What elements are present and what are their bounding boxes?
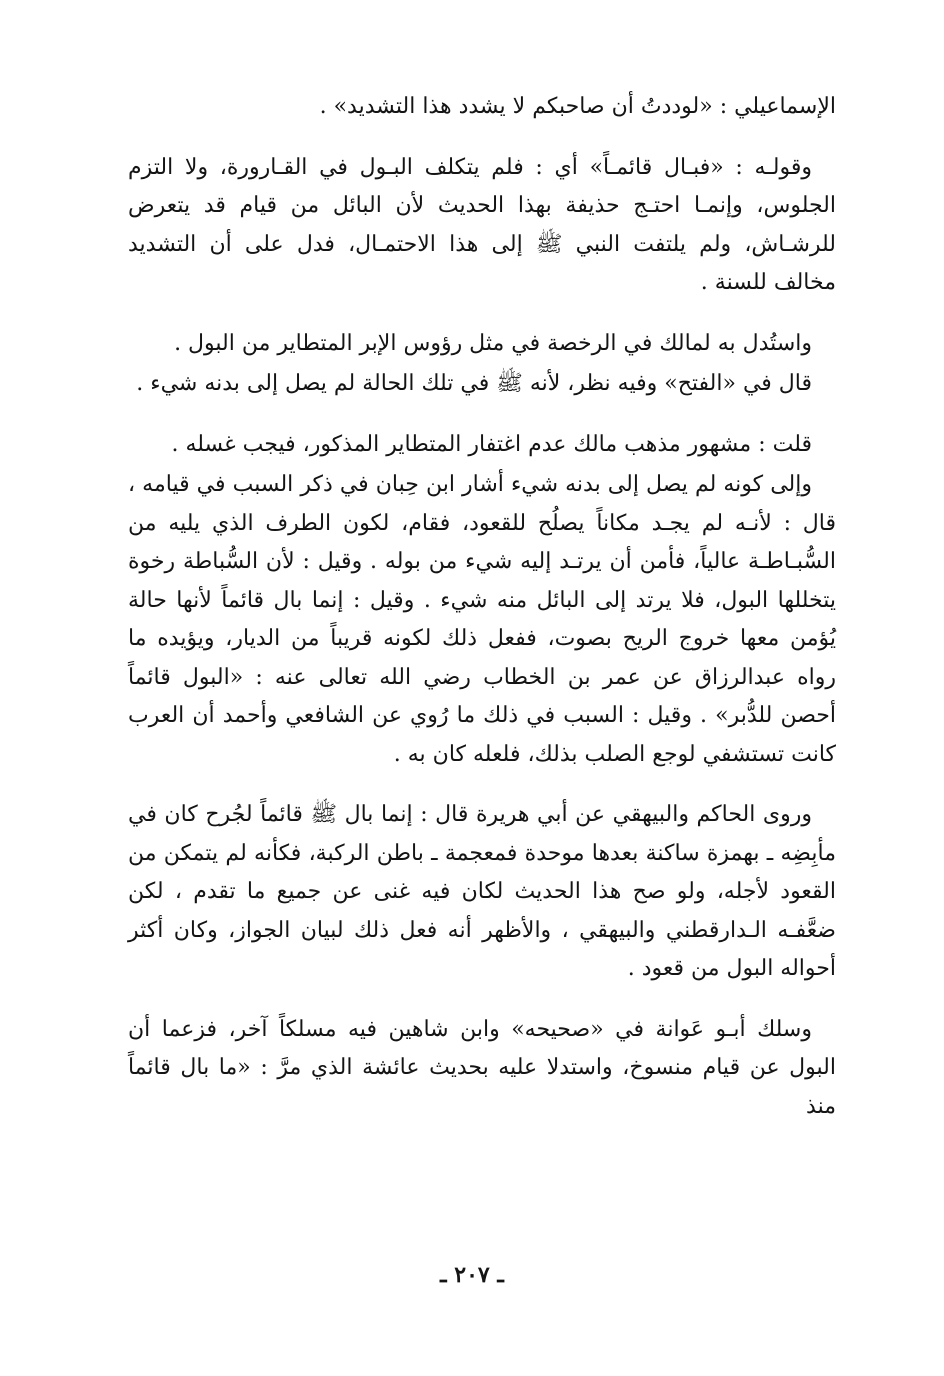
- paragraph-ibn-hibban-reasons: وإلى كونه لم يصل إلى بدنه شيء أشار ابن حِبان في ذكر السبب في قيامه ، قال : لأنـه لم يجـد مكاناً يصلُح للقعود، فقام، لكون الطرف الذي يليه من السُّبـاطـة عالياً، فأمن أن يرتـد إليه شيء من بوله . وقيل : لأن السُّباطة رخوة يتخللها البول، فلا يرتد إلى البائل منه شيء . وقيل : إنما بال قائماً لأنها حالة يُؤمن معها خروج الريح بصوت، ففعل ذلك لكونه قريباً من الديار، ويؤيده ما رواه عبدالرزاق عن عمر بن الخطاب رضي الله تعالى عنه : «البول قائماً أحصن للدُّبر» . وقيل : السبب في ذلك ما رُوي عن الشافعي وأحمد أن العرب كانت تستشفي لوجع الصلب بذلك، فلعله كان به .: [128, 472, 836, 767]
- paragraph-malik-school: قلت : مشهور مذهب مالك عدم اغتفار المتطاير المذكور، فيجب غسله .: [171, 431, 812, 457]
- paragraph-malik-allowance: واستُدل به لمالك في الرخصة في مثل رؤوس الإبر المتطاير من البول .: [174, 330, 812, 356]
- page-number: ـ ٢٠٧ ـ: [440, 1262, 504, 1288]
- paragraph-standing-urination: وقولـه : «فبـال قائمـاً» أي : فلم يتكلف البـول في القـارورة، ولا التزم الجلوس، وإنمـا احتـج حذيفة بهذا الحديث لأن البائل من قيام قد يتعرض للرشـاش، ولم يلتفت النبي ﷺ إلى هذا الاحتمـال، فدل على أن التشديد مخالف للسنة .: [128, 154, 836, 295]
- paragraph-fath-citation: قال في «الفتح» وفيه نظر، لأنه ﷺ في تلك الحالة لم يصل إلى بدنه شيء .: [136, 371, 812, 396]
- paragraph-hakim-bayhaqi: وروى الحاكم والبيهقي عن أبي هريرة قال : إنما بال ﷺ قائماً لجُرح كان في مأبِضِه ـ بهمزة ساكنة بعدها موحدة فمعجمة ـ باطن الركبة، فكأنه لم يتمكن من القعود لأجله، ولو صح هذا الحديث لكان فيه غنى عن جميع ما تقدم ، لكن ضعَّفـه الـدارقطني والبيهقي ، والأظهر أنه فعل ذلك لبيان الجواز، وكان أكثر أحواله البول من قعود .: [128, 802, 836, 981]
- paragraph-abu-awana: وسلك أبـو عَوانة في «صحيحه» وابن شاهين فيه مسلكاً آخر، فزعما أن البول عن قيام منسوخ، واستدلا عليه بحديث عائشة الذي مرَّ : «ما بال قائماً منذ: [128, 1016, 836, 1119]
- body-text: [128, 88, 836, 1126]
- paragraph-ismaili-quote: الإسماعيلي : «لوددتُ أن صاحبكم لا يشدد هذا التشديد» .: [319, 94, 836, 119]
